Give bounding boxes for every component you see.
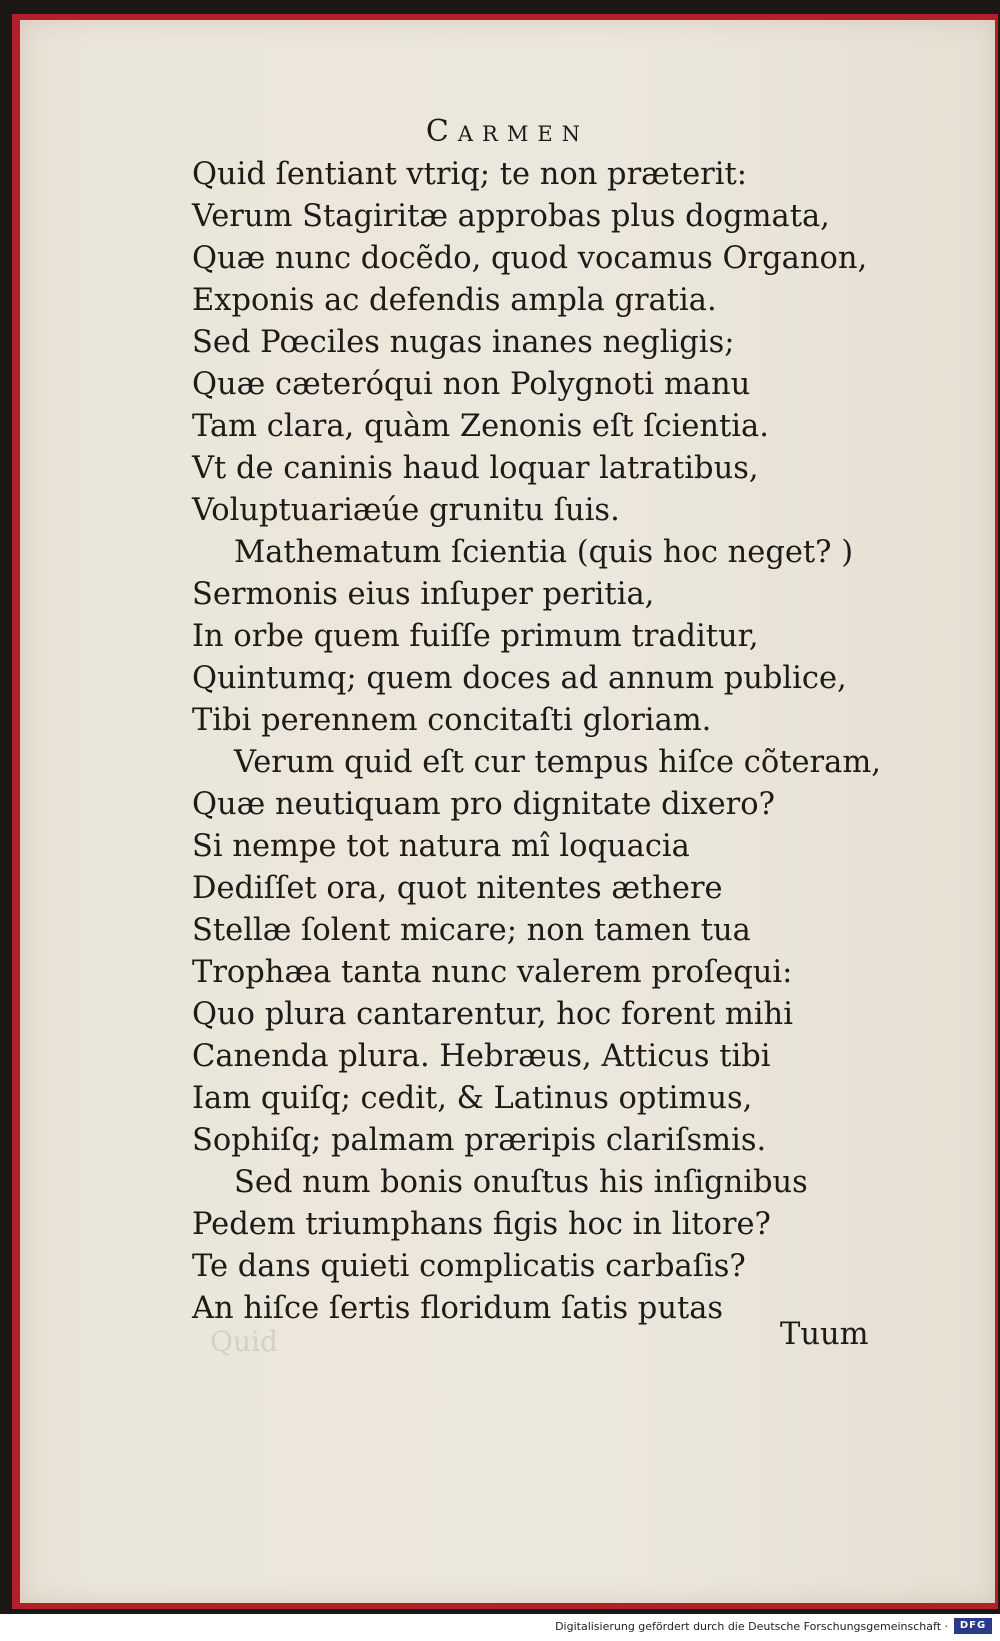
verse-line: Dediſſet ora, quot nitentes æthere [192,871,723,906]
verse-line: Exponis ac defendis ampla gratia. [192,283,717,318]
verse-line: Sed num bonis onuſtus his inſignibus [234,1165,808,1200]
verse-line: Si nempe tot natura mî loquacia [192,829,690,864]
footer-bar [0,1614,1000,1641]
verse-line: An hiſce ſertis floridum ſatis putas [192,1291,724,1326]
funding-credit: Digitalisierung gefördert durch die Deutsche Forschungsgemeinschaft · [555,1620,948,1633]
verse-line: Quintumq; quem doces ad annum publice, [192,661,847,696]
book-page [20,20,995,1603]
verse-line: Te dans quieti complicatis carbaſis? [192,1249,746,1284]
verse-line: Sermonis eius inſuper peritia, [192,577,655,612]
verse-line: Vt de caninis haud loquar latratibus, [192,451,759,486]
verse-line: Quo plura cantarentur, hoc forent mihi [192,997,793,1032]
verse-line: Trophæa tanta nunc valerem proſequi: [192,955,793,990]
verse-line: In orbe quem fuiſſe primum traditur, [192,619,759,654]
verse-line: Quid ſentiant vtriq; te non præterit: [192,157,748,192]
verse-block [192,154,932,1330]
verse-line: Tam clara, quàm Zenonis eſt ſcientia. [192,409,769,444]
verse-line: Iam quiſq; cedit, & Latinus optimus, [192,1081,753,1116]
running-header: Carmen [425,114,590,149]
show-through-text: Quid [210,1325,278,1358]
verse-line: Quæ cæteróqui non Polygnoti manu [192,367,751,402]
verse-line: Quæ nunc docẽdo, quod vocamus Organon, [192,241,868,276]
verse-line: Stellæ ſolent micare; non tamen tua [192,913,751,948]
verse-line: Tibi perennem concitaſti gloriam. [192,703,712,738]
dfg-logo-icon: DFG [954,1618,992,1634]
verse-line: Sophiſq; palmam præripis clariſsmis. [192,1123,767,1158]
verse-line: Sed Pœciles nugas inanes negligis; [192,325,735,360]
verse-line: Verum Stagiritæ approbas plus dogmata, [192,199,830,234]
verse-line: Voluptuariæúe grunitu ſuis. [192,493,620,528]
verse-line: Canenda plura. Hebræus, Atticus tibi [192,1039,771,1074]
verse-line: Mathematum ſcientia (quis hoc neget? ) [234,535,854,570]
verse-line: Verum quid eſt cur tempus hiſce cõteram, [234,745,881,780]
verse-line: Quæ neutiquam pro dignitate dixero? [192,787,775,822]
catchword: Tuum [780,1317,869,1352]
verse-line: Pedem triumphans figis hoc in litore? [192,1207,771,1242]
